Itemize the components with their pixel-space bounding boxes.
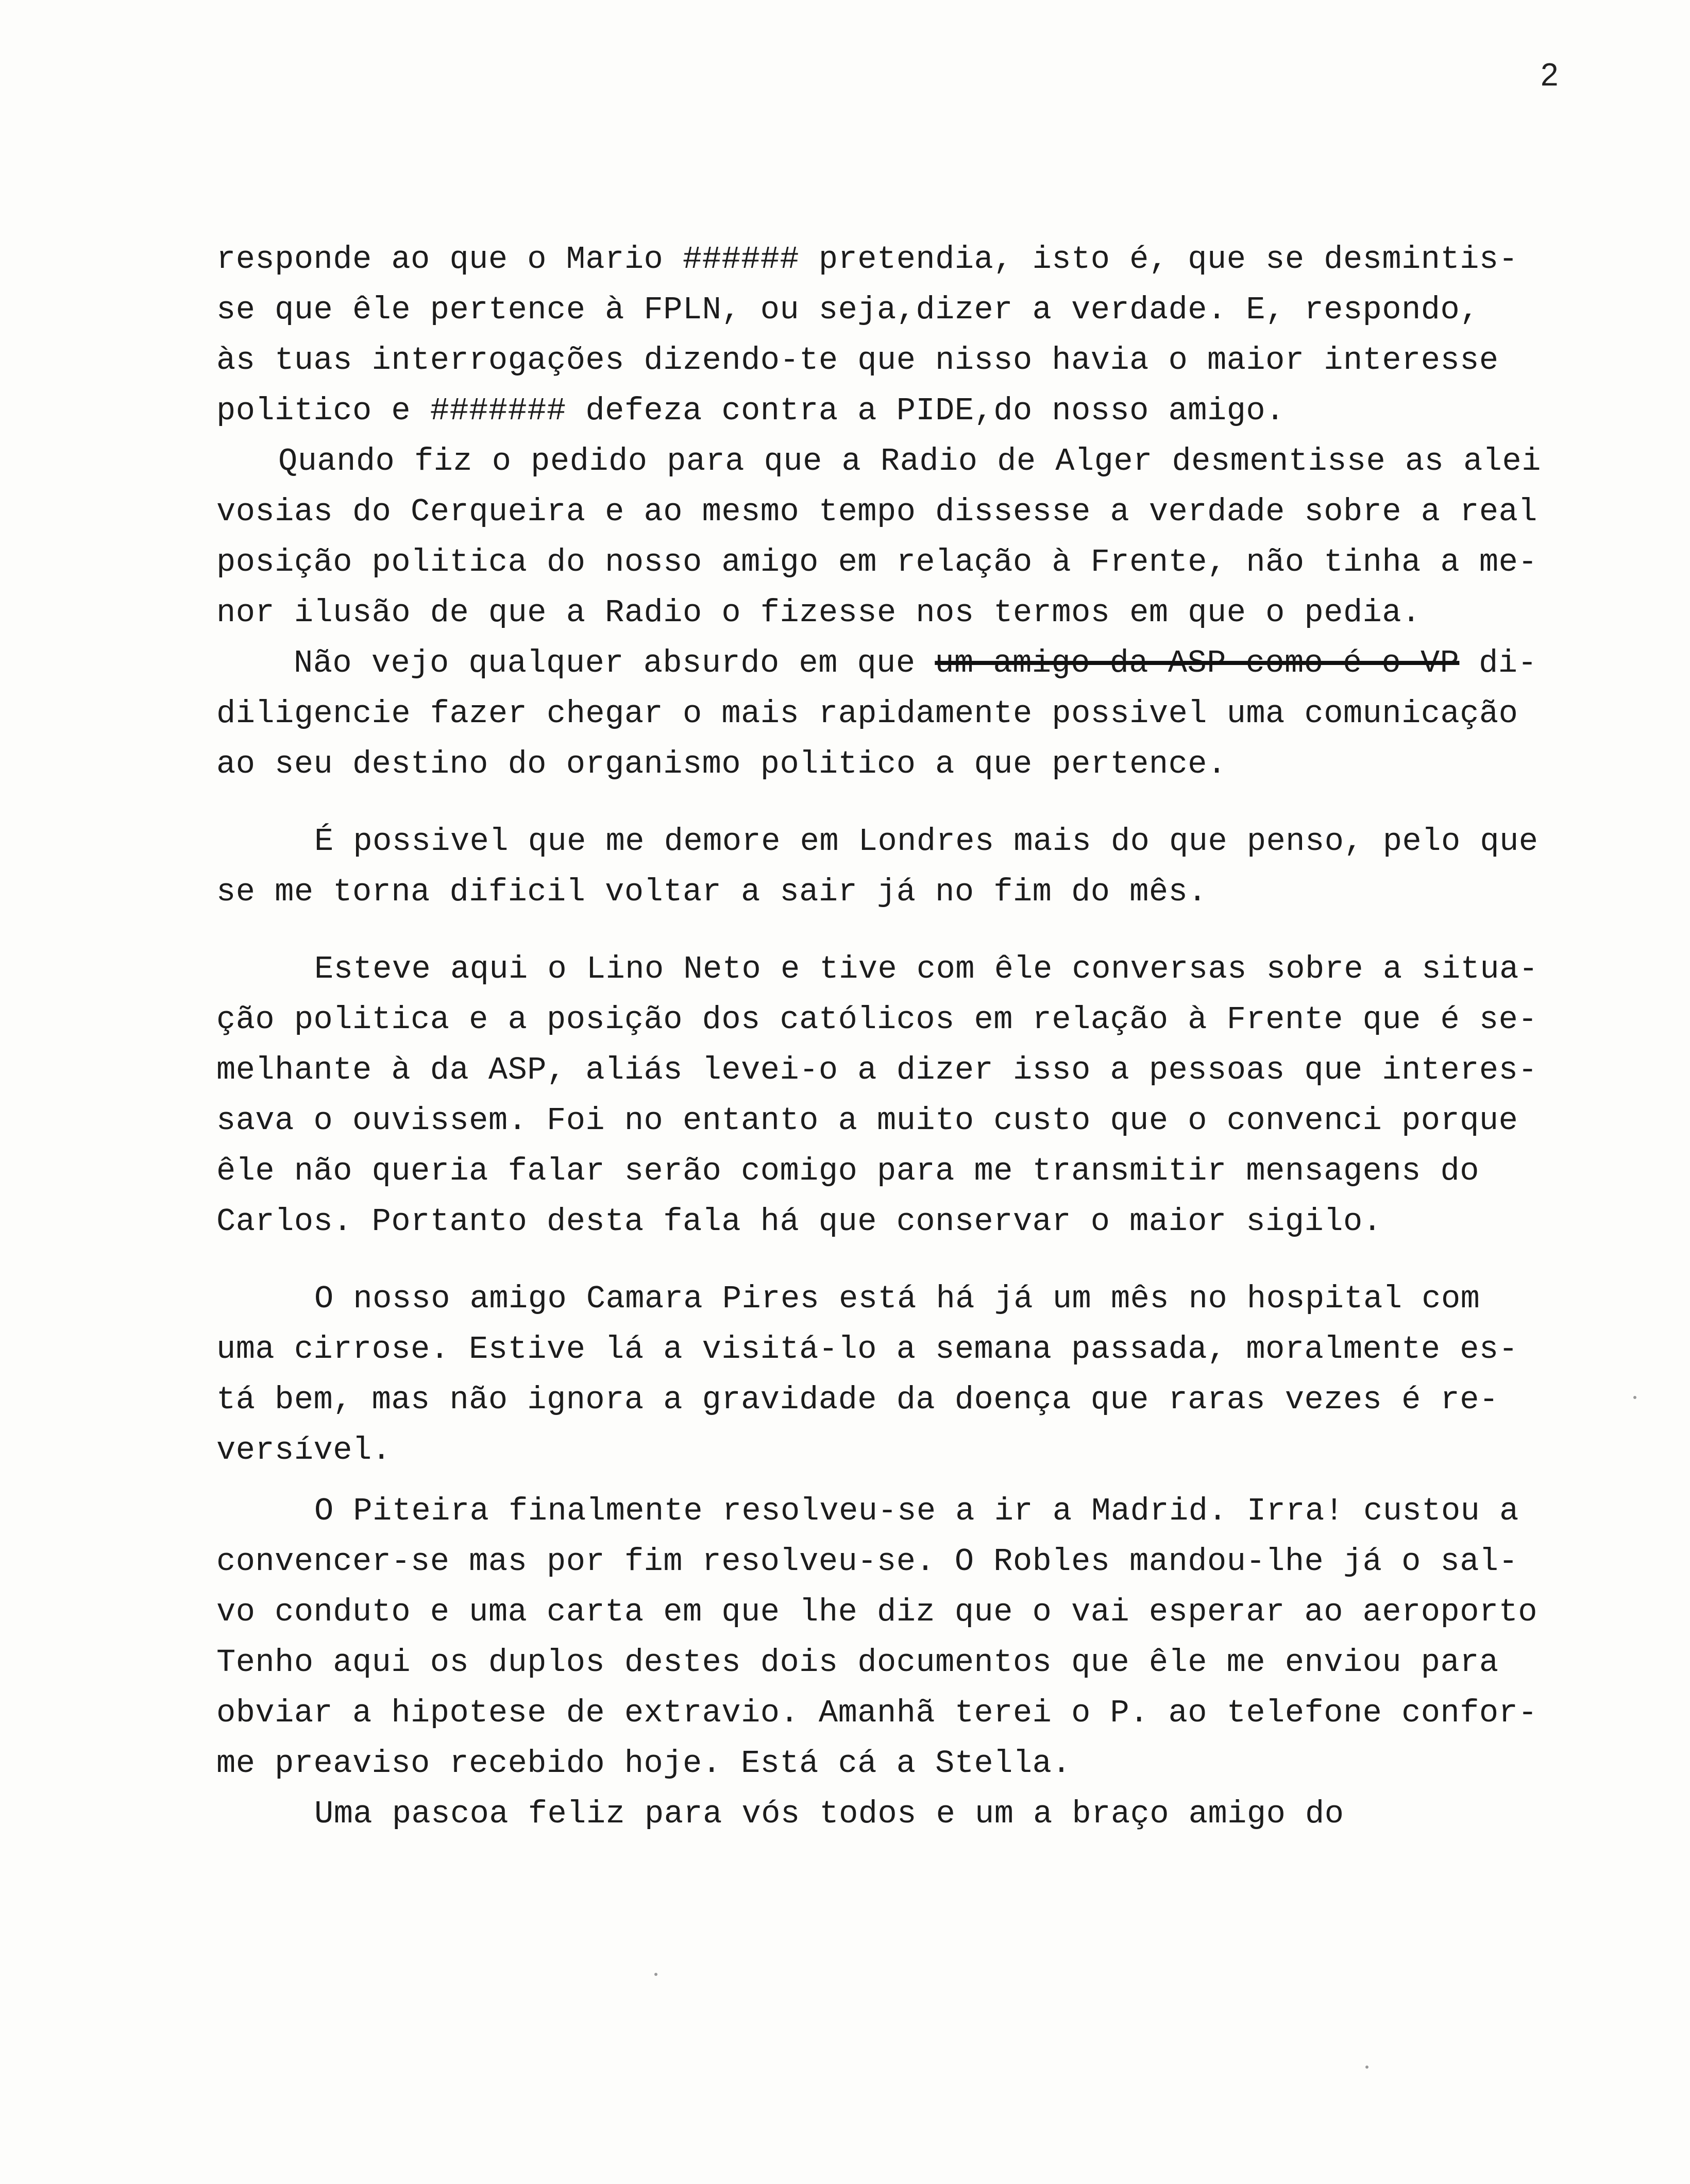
text-line: O Piteira finalmente resolveu-se a ir a Madrid. Irra! custou a <box>314 1493 1519 1529</box>
letter-body <box>216 234 1654 1839</box>
paragraph-6 <box>216 1274 1654 1476</box>
text-line: às tuas interrogações dizendo-te que nisso havia o maior interesse <box>216 342 1499 379</box>
paragraph-8 <box>216 1789 1654 1839</box>
text-line: Carlos. Portanto desta fala há que conservar o maior sigilo. <box>216 1203 1382 1240</box>
text-line: melhante à da ASP, aliás levei-o a dizer isso a pessoas que interes- <box>216 1052 1538 1088</box>
struck-out-text: um amigo da ASP como é o VP <box>935 645 1460 681</box>
text-segment: Não vejo qualquer absurdo em que <box>294 645 935 681</box>
text-line: ção politica e a posição dos católicos em relação à Frente que é se- <box>216 1001 1538 1038</box>
text-line: vosias do Cerqueira e ao mesmo tempo dissesse a verdade sobre a real <box>216 493 1538 530</box>
text-line: me preaviso recebido hoje. Está cá a Stella. <box>216 1745 1072 1782</box>
scan-speck <box>1633 1396 1636 1399</box>
scan-speck <box>1365 2066 1368 2069</box>
paragraph-1 <box>216 234 1654 436</box>
text-line: vo conduto e uma carta em que lhe diz que o vai esperar ao aeroporto <box>216 1594 1538 1630</box>
text-line: êle não queria falar serão comigo para me transmitir mensagens do <box>216 1153 1479 1189</box>
text-line: responde ao que o Mario ###### pretendia, isto é, que se desmintis- <box>216 241 1518 278</box>
text-line: uma cirrose. Estive lá a visitá-lo a semana passada, moralmente es- <box>216 1331 1518 1368</box>
paragraph-7 <box>216 1486 1654 1789</box>
text-line: Quando fiz o pedido para que a Radio de Alger desmentisse as alei <box>278 443 1541 480</box>
text-line: Uma pascoa feliz para vós todos e um a braço amigo do <box>314 1796 1344 1832</box>
text-line: diligencie fazer chegar o mais rapidamente possivel uma comunicação <box>216 695 1518 732</box>
text-line: se me torna dificil voltar a sair já no fim do mês. <box>216 874 1208 910</box>
text-line-with-strikeout <box>216 638 1654 689</box>
text-line: obviar a hipotese de extravio. Amanhã terei o P. ao telefone confor- <box>216 1695 1538 1731</box>
text-line: Tenho aqui os duplos destes dois documentos que êle me enviou para <box>216 1644 1499 1681</box>
text-line: É possivel que me demore em Londres mais do que penso, pelo que <box>314 823 1539 860</box>
page-number: 2 <box>1541 57 1559 93</box>
text-line: O nosso amigo Camara Pires está há já um mês no hospital com <box>314 1281 1480 1317</box>
text-line: convencer-se mas por fim resolveu-se. O Robles mandou-lhe já o sal- <box>216 1543 1518 1580</box>
paragraph-5 <box>216 944 1654 1247</box>
text-segment: di- <box>1459 645 1537 681</box>
text-line: versível. <box>216 1432 392 1469</box>
paragraph-4 <box>216 816 1654 917</box>
paragraph-2 <box>216 436 1654 638</box>
paragraph-3 <box>216 638 1654 790</box>
text-line: sava o ouvissem. Foi no entanto a muito custo que o convenci porque <box>216 1102 1518 1139</box>
text-line: se que êle pertence à FPLN, ou seja,dizer a verdade. E, respondo, <box>216 292 1479 328</box>
text-line: tá bem, mas não ignora a gravidade da doença que raras vezes é re- <box>216 1381 1499 1418</box>
text-line: politico e ####### defeza contra a PIDE,do nosso amigo. <box>216 393 1285 429</box>
text-line: posição politica do nosso amigo em relação à Frente, não tinha a me- <box>216 544 1538 581</box>
text-line: ao seu destino do organismo politico a que pertence. <box>216 746 1227 782</box>
text-line: Esteve aqui o Lino Neto e tive com êle conversas sobre a situa- <box>314 951 1539 987</box>
scan-speck <box>654 1973 657 1976</box>
text-line: nor ilusão de que a Radio o fizesse nos termos em que o pedia. <box>216 594 1421 631</box>
